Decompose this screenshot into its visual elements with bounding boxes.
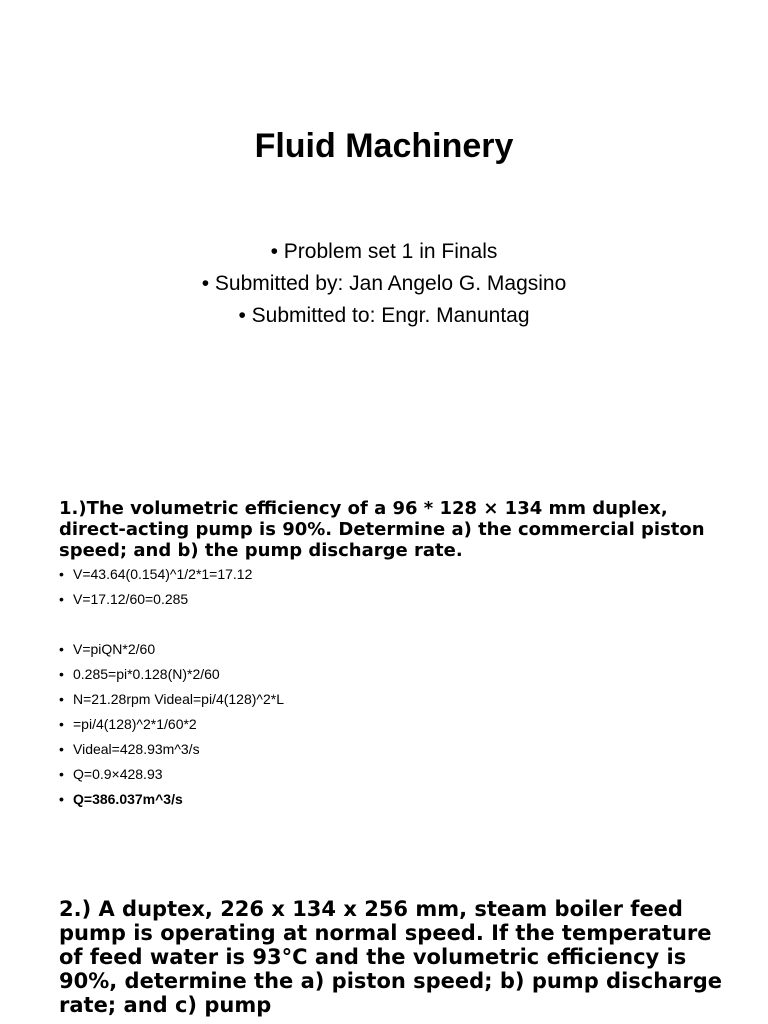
problem-1-solution-steps <box>59 562 719 812</box>
solution-step: • Q=0.9×428.93 <box>59 762 719 787</box>
solution-step: • 0.285=pi*0.128(N)*2/60 <box>59 662 719 687</box>
subtitle-list <box>0 236 768 332</box>
solution-step: • =pi/4(128)^2*1/60*2 <box>59 712 719 737</box>
subtitle-item: • Submitted to: Engr. Manuntag <box>0 300 768 332</box>
subtitle-item: • Submitted by: Jan Angelo G. Magsino <box>0 268 768 300</box>
blank-line <box>59 612 719 637</box>
solution-step: • V=43.64(0.154)^1/2*1=17.12 <box>59 562 719 587</box>
slide-title: Fluid Machinery <box>254 126 514 165</box>
solution-step: • Videal=428.93m^3/s <box>59 737 719 762</box>
solution-step: • V=piQN*2/60 <box>59 637 719 662</box>
solution-step: • N=21.28rpm Videal=pi/4(128)^2*L <box>59 687 719 712</box>
problem-2-question: 2.) A duptex, 226 x 134 x 256 mm, steam boiler feed pump is operating at normal speed. If the temperature of feed water is 93°C and the volumetric efficiency is 90%, determine the a) piston speed; b) pump discharge rate; and c) pump <box>59 897 722 1017</box>
problem-1-question: 1.)The volumetric efficiency of a 96 * 128 × 134 mm duplex, direct-acting pump is 90%. Determine a) the commercial piston speed; and b) the pump discharge rate. <box>59 498 705 561</box>
solution-step: • V=17.12/60=0.285 <box>59 587 719 612</box>
final-answer: • Q=386.037m^3/s <box>59 787 719 812</box>
subtitle-item: • Problem set 1 in Finals <box>0 236 768 268</box>
